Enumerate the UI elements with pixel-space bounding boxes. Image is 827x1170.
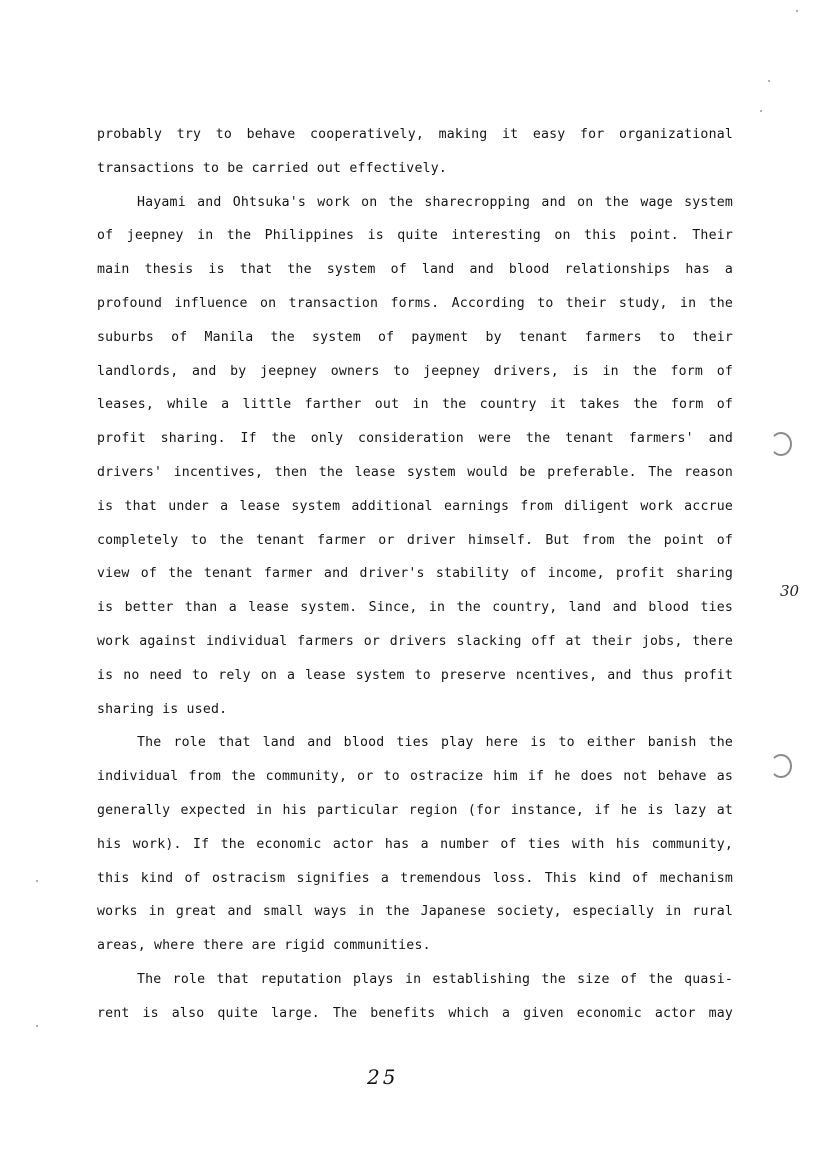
text-line: areas, where there are rigid communities.: [97, 938, 431, 954]
text-line: work against individual farmers or drivers slacking off at their jobs, there: [97, 633, 733, 649]
text-line: is that under a lease system additional earnings from diligent work accrue: [97, 498, 733, 514]
text-line: rent is also quite large. The benefits which a given economic actor may: [97, 1005, 733, 1021]
text-line: view of the tenant farmer and driver's stability of income, profit sharing: [97, 566, 733, 582]
text-line: transactions to be carried out effectively.: [97, 160, 448, 176]
scan-speck: [760, 110, 762, 112]
text-line: landlords, and by jeepney owners to jeepney drivers, is in the form of: [97, 363, 733, 379]
scan-speck: [36, 1025, 38, 1027]
text-line: individual from the community, or to ostracize him if he does not behave as: [97, 769, 733, 785]
text-line: leases, while a little farther out in the country it takes the form of: [97, 397, 733, 413]
text-line: drivers' incentives, then the lease system would be preferable. The reason: [97, 464, 733, 480]
punch-hole-mark: [770, 754, 792, 778]
handwritten-margin-note: 30: [780, 582, 800, 600]
text-line: completely to the tenant farmer or driver himself. But from the point of: [97, 532, 733, 548]
scan-speck: [36, 880, 38, 882]
text-line: is no need to rely on a lease system to preserve ncentives, and thus profit: [97, 667, 733, 683]
paragraph-start-line: The role that land and blood ties play here is to either banish the: [137, 735, 733, 751]
text-line: suburbs of Manila the system of payment by tenant farmers to their: [97, 329, 733, 345]
text-line: sharing is used.: [97, 701, 228, 717]
text-line: this kind of ostracism signifies a tremendous loss. This kind of mechanism: [97, 870, 733, 886]
text-line: of jeepney in the Philippines is quite interesting on this point. Their: [97, 228, 733, 244]
text-line: main thesis is that the system of land and blood relationships has a: [97, 262, 733, 278]
handwritten-page-number: 25: [367, 1065, 399, 1089]
scan-speck: [796, 10, 798, 12]
text-line: generally expected in his particular region (for instance, if he is lazy at: [97, 802, 733, 818]
text-line: works in great and small ways in the Japanese society, especially in rural: [97, 904, 733, 920]
scan-speck: [768, 80, 770, 82]
text-line: profit sharing. If the only consideration were the tenant farmers' and: [97, 431, 733, 447]
text-line: his work). If the economic actor has a number of ties with his community,: [97, 836, 733, 852]
body-text: [97, 122, 733, 1035]
punch-hole-mark: [770, 432, 792, 456]
text-line: profound influence on transaction forms. According to their study, in the: [97, 295, 733, 311]
paragraph-start-line: The role that reputation plays in establishing the size of the quasi-: [137, 971, 733, 987]
text-line: is better than a lease system. Since, in the country, land and blood ties: [97, 600, 733, 616]
text-line: probably try to behave cooperatively, making it easy for organizational: [97, 127, 733, 142]
paragraph-start-line: Hayami and Ohtsuka's work on the sharecropping and on the wage system: [137, 194, 733, 210]
